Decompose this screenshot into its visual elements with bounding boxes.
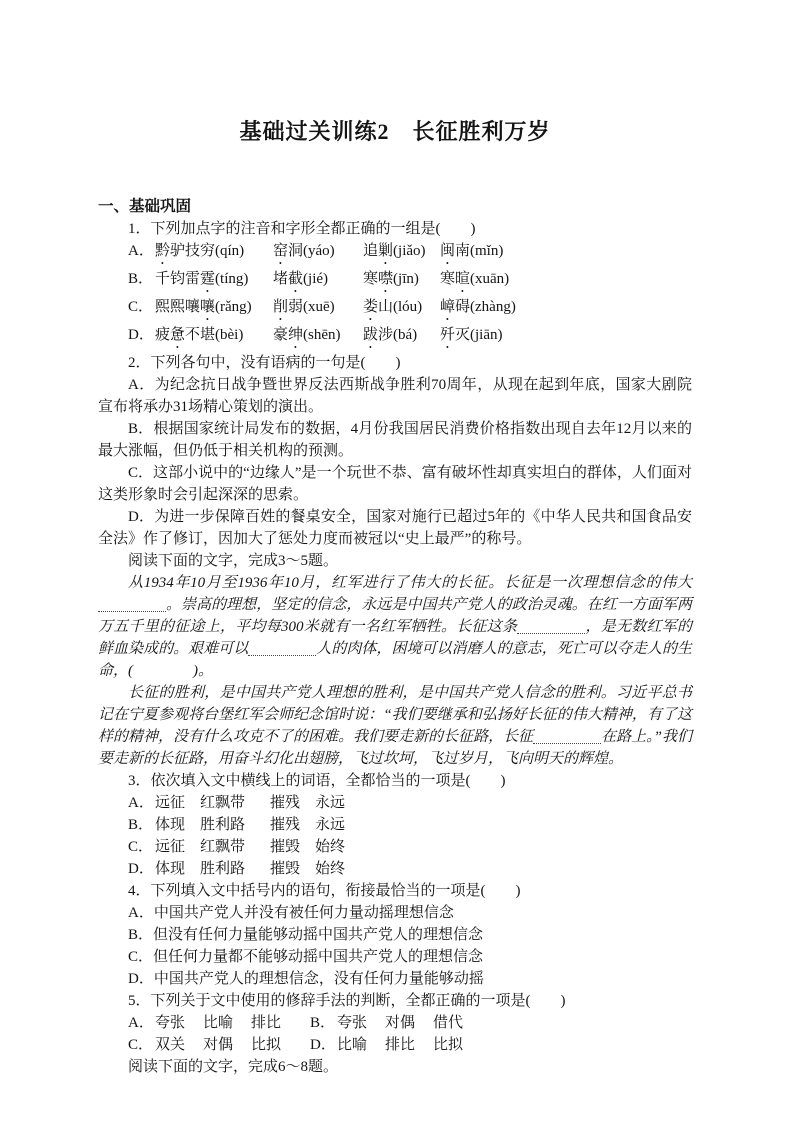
q1-option-row-c [98, 296, 692, 324]
option-item: 对偶 [385, 1015, 416, 1031]
option-label: A． [128, 795, 154, 811]
option-text: 根据国家统计局发布的数据，4月份我国居民消费价格指数出现自去年12月以来的最大涨幅，但仍低于相关机构的预测。 [98, 421, 692, 459]
q4-option-c [98, 946, 692, 968]
q4-option-d [98, 968, 692, 990]
page-title: 基础过关训练2 长征胜利万岁 [239, 119, 551, 144]
option-item: 疲惫不堪(bèi) [155, 327, 244, 343]
option-item: 红飘带 [200, 839, 246, 855]
option-label: C． [128, 839, 154, 855]
emphasized-char: 窑 [273, 243, 289, 259]
emphasized-char: 跋 [363, 327, 379, 343]
option-item: 嶂碍(zhàng) [440, 299, 516, 315]
option-label: B． [128, 927, 154, 943]
option-item: 千钧雷霆(tíng) [155, 271, 249, 287]
emphasized-char: 暄 [455, 271, 471, 287]
option-text: 但没有任何力量能够动摇中国共产党人的理想信念 [153, 927, 484, 943]
option-text: 为进一步保障百姓的餐桌安全，国家对施行已超过5年的《中华人民共和国食品安全法》作了修订，因加大了惩处力度而被冠以“史上最严”的称号。 [98, 509, 692, 547]
q1-option-row-d [98, 324, 692, 352]
q2-stem: 2．下列各句中，没有语病的一句是( ) [128, 355, 401, 371]
option-item: 摧毁 [270, 839, 301, 855]
option-label: A． [128, 1015, 154, 1031]
q4-option-a [98, 902, 692, 924]
option-item: 黔驴技穷(qín) [155, 243, 245, 259]
option-label: C． [128, 465, 154, 481]
q5-option-b [310, 1012, 463, 1034]
option-item: 排比 [251, 1015, 282, 1031]
option-label: C． [128, 1037, 154, 1053]
q1-stem: 1．下列加点字的注音和字形全都正确的一组是( ) [128, 221, 476, 237]
q1-option-row-a [98, 240, 692, 268]
q2-option-a [98, 374, 692, 418]
option-item: 胜利路 [200, 817, 246, 833]
option-label: D． [128, 509, 155, 525]
option-item: 始终 [315, 861, 346, 877]
option-item: 摧残 [270, 817, 301, 833]
q5-option-d [310, 1034, 463, 1056]
option-item: 夸张 [337, 1015, 368, 1031]
emphasized-char: 惫 [170, 327, 186, 343]
fill-in-blank [533, 742, 601, 744]
option-item: 比喻 [337, 1037, 368, 1053]
option-item: 始终 [315, 839, 346, 855]
option-item: 体现 [155, 817, 186, 833]
q2-option-d [98, 506, 692, 550]
q4-stem: 4．下列填入文中括号内的语句，衔接最恰当的一项是( ) [128, 883, 521, 899]
option-label: D． [128, 327, 154, 343]
option-label: A． [128, 243, 154, 259]
emphasized-char: 截 [288, 271, 304, 287]
q3-option-row-a [98, 792, 692, 814]
reading-prompt-2: 阅读下面的文字，完成6～8题。 [128, 1059, 339, 1075]
option-item: 比拟 [251, 1037, 282, 1053]
option-label: B． [128, 271, 154, 287]
option-item: 熙熙嚷嚷(rǎng) [155, 299, 252, 315]
option-label: A． [128, 905, 154, 921]
option-item: 豪绅(shēn) [273, 327, 341, 343]
option-item: 堵截(jié) [273, 271, 329, 287]
passage-paragraph-2: 长征的胜利，是中国共产党人理想的胜利，是中国共产党人信念的胜利。习近平总书记在宁夏参观将台堡红军会师纪念馆时说：“我们要继承和弘扬好长征的伟大精神，有了这样的精神，没有什么攻克不了的困难。我们要走新的长征路，长征 在路上。”我们要走新的长征路，用奋斗幻化出翅膀，飞过坎坷，飞过岁月，飞向明天的辉煌。 [98, 685, 692, 767]
option-label: D． [310, 1037, 336, 1053]
option-text: 中国共产党人的理想信念，没有任何力量能够动摇 [153, 971, 484, 987]
emphasized-char: 闽 [440, 243, 456, 259]
option-item: 比拟 [433, 1037, 464, 1053]
option-item: 胜利路 [200, 861, 246, 877]
option-item: 永远 [315, 817, 346, 833]
option-text: 但任何力量都不能够动摇中国共产党人的理想信念 [153, 949, 484, 965]
option-item: 跋涉(bá) [363, 327, 418, 343]
fill-in-blank [248, 654, 316, 656]
option-label: B． [128, 817, 154, 833]
option-item: 体现 [155, 861, 186, 877]
option-item: 远征 [155, 839, 186, 855]
emphasized-char: 剿 [378, 243, 394, 259]
option-item: 比喻 [203, 1015, 234, 1031]
fill-in-blank [517, 632, 585, 634]
q3-stem: 3．依次填入文中横线上的词语，全都恰当的一项是( ) [128, 773, 506, 789]
option-item: 寒噤(jīn) [363, 271, 419, 287]
option-item: 摧残 [270, 795, 301, 811]
emphasized-char: 绅 [288, 327, 304, 343]
option-item: 红飘带 [200, 795, 246, 811]
emphasized-char: 嶂 [440, 299, 456, 315]
q2-option-b [98, 418, 692, 462]
option-item: 娄山(lóu) [363, 299, 423, 315]
option-item: 削弱(xuē) [273, 299, 335, 315]
option-item: 摧毁 [270, 861, 301, 877]
option-text: 中国共产党人并没有被任何力量动摇理想信念 [153, 905, 454, 921]
option-label: C． [128, 949, 154, 965]
option-item: 歼灭(jiān) [440, 327, 503, 343]
section-heading: 一、基础巩固 [98, 198, 192, 215]
option-item: 借代 [433, 1015, 464, 1031]
emphasized-char: 削 [273, 299, 289, 315]
emphasized-char: 歼 [440, 327, 456, 343]
q1-option-row-b [98, 268, 692, 296]
emphasized-char: 娄 [363, 299, 379, 315]
option-item: 夸张 [155, 1015, 186, 1031]
option-item: 永远 [315, 795, 346, 811]
emphasized-char: 霆 [200, 271, 216, 287]
q5-option-c [128, 1034, 310, 1056]
option-label: C． [128, 299, 154, 315]
option-label: A． [128, 377, 155, 393]
option-item: 双关 [155, 1037, 186, 1053]
option-item: 闽南(mǐn) [440, 243, 504, 259]
q3-option-row-b [98, 814, 692, 836]
option-item: 排比 [385, 1037, 416, 1053]
emphasized-char: 噤 [378, 271, 394, 287]
option-text: 这部小说中的“边缘人”是一个玩世不恭、富有破坏性却真实坦白的群体，人们面对这类形象时会引起深深的思索。 [98, 465, 692, 503]
q3-option-row-d [98, 858, 692, 880]
q5-option-row-1 [98, 1012, 692, 1034]
option-item: 窑洞(yáo) [273, 243, 335, 259]
fill-in-blank [98, 610, 166, 612]
option-item: 对偶 [203, 1037, 234, 1053]
option-item: 远征 [155, 795, 186, 811]
q2-option-c [98, 462, 692, 506]
option-text: 为纪念抗日战争暨世界反法西斯战争胜利70周年，从现在起到年底，国家大剧院宣布将承办31场精心策划的演出。 [98, 377, 692, 415]
reading-prompt-1: 阅读下面的文字，完成3～5题。 [128, 553, 339, 569]
passage-paragraph-1: 从1934年10月至1936年10月，红军进行了伟大的长征。长征是一次理想信念的伟大。崇高的理想，坚定的信念，永远是中国共产党人的政治灵魂。在红一方面军两万五千里的征途上，平均每300米就有一名红军牺牲。长征这条 ，是无数红军的鲜血染成的。艰难可以 人的肉体，困境可以消磨人的意志，死亡可以夺走人的生命，( )。 [98, 575, 692, 679]
q5-option-a [128, 1012, 310, 1034]
q3-option-row-c [98, 836, 692, 858]
emphasized-char: 黔 [155, 243, 171, 259]
q5-stem: 5．下列关于文中使用的修辞手法的判断，全都正确的一项是( ) [128, 993, 566, 1009]
option-label: B． [310, 1015, 336, 1031]
option-item: 追剿(jiǎo) [363, 243, 426, 259]
q4-option-b [98, 924, 692, 946]
q5-option-row-2 [98, 1034, 692, 1056]
option-label: D． [128, 971, 154, 987]
option-label: B． [128, 421, 154, 437]
option-item: 寒暄(xuān) [440, 271, 510, 287]
option-label: D． [128, 861, 154, 877]
emphasized-char: 嚷 [200, 299, 216, 315]
